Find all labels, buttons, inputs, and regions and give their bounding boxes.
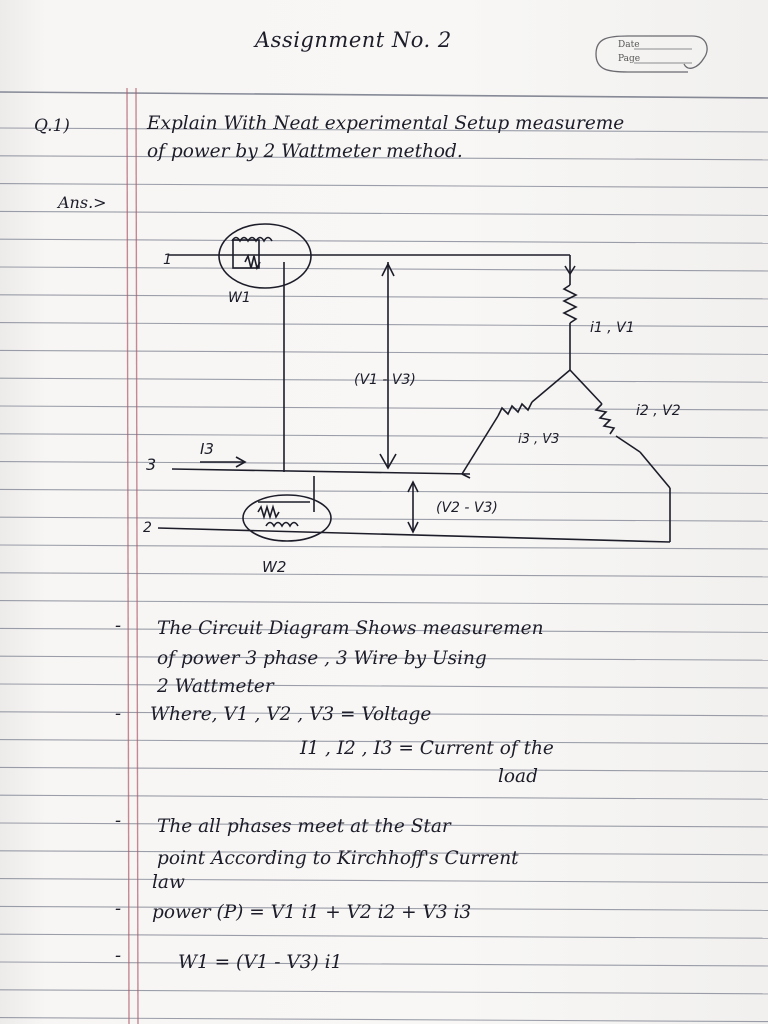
page-label: Page — [618, 54, 641, 64]
para1-line2: of power 3 phase , 3 Wire by Using — [157, 648, 487, 669]
question-line-2: of power by 2 Wattmeter method. — [147, 141, 463, 162]
v1-v3-label: (V1 - V3) — [354, 372, 416, 388]
where-line1: Where, V1 , V2 , V3 = Voltage — [150, 704, 432, 725]
equation-power: power (P) = V1 i1 + V2 i2 + V3 i3 — [152, 902, 472, 923]
equation-w1: W1 = (V1 - V3) i1 — [178, 952, 343, 973]
para2-line1: The all phases meet at the Star — [157, 816, 451, 837]
where-line2: I1 , I2 , I3 = Current of the — [300, 738, 554, 759]
where-line3: load — [498, 766, 538, 787]
question-line-1: Explain With Neat experimental Setup measureme — [147, 113, 625, 134]
i3-label: I3 — [200, 440, 214, 458]
bullet-dash-3: - — [115, 810, 122, 831]
bullet-dash-2: - — [115, 703, 122, 724]
question-number: Q.1) — [34, 116, 70, 136]
branch-2-label: i2 , V2 — [636, 403, 681, 419]
v2-v3-label: (V2 - V3) — [436, 500, 498, 516]
para1-line3: 2 Wattmeter — [157, 676, 274, 697]
line-3-label: 3 — [146, 455, 157, 474]
para2-line2: point According to Kirchhoff's Current — [157, 848, 519, 869]
bullet-dash-5: - — [115, 945, 122, 966]
date-label: Date — [618, 40, 640, 50]
branch-1-label: i1 , V1 — [590, 320, 635, 336]
bullet-dash-1: - — [115, 615, 122, 636]
para2-line3: law — [152, 872, 185, 893]
line-2-label: 2 — [143, 520, 152, 536]
line-1-label: 1 — [163, 252, 172, 268]
assignment-title: Assignment No. 2 — [255, 28, 452, 52]
w2-label: W2 — [262, 558, 287, 576]
para1-line1: The Circuit Diagram Shows measuremen — [157, 618, 544, 639]
branch-3-label: i3 , V3 — [518, 432, 560, 447]
w1-label: W1 — [228, 290, 251, 306]
bullet-dash-4: - — [115, 898, 122, 919]
answer-label: Ans.> — [58, 193, 107, 212]
